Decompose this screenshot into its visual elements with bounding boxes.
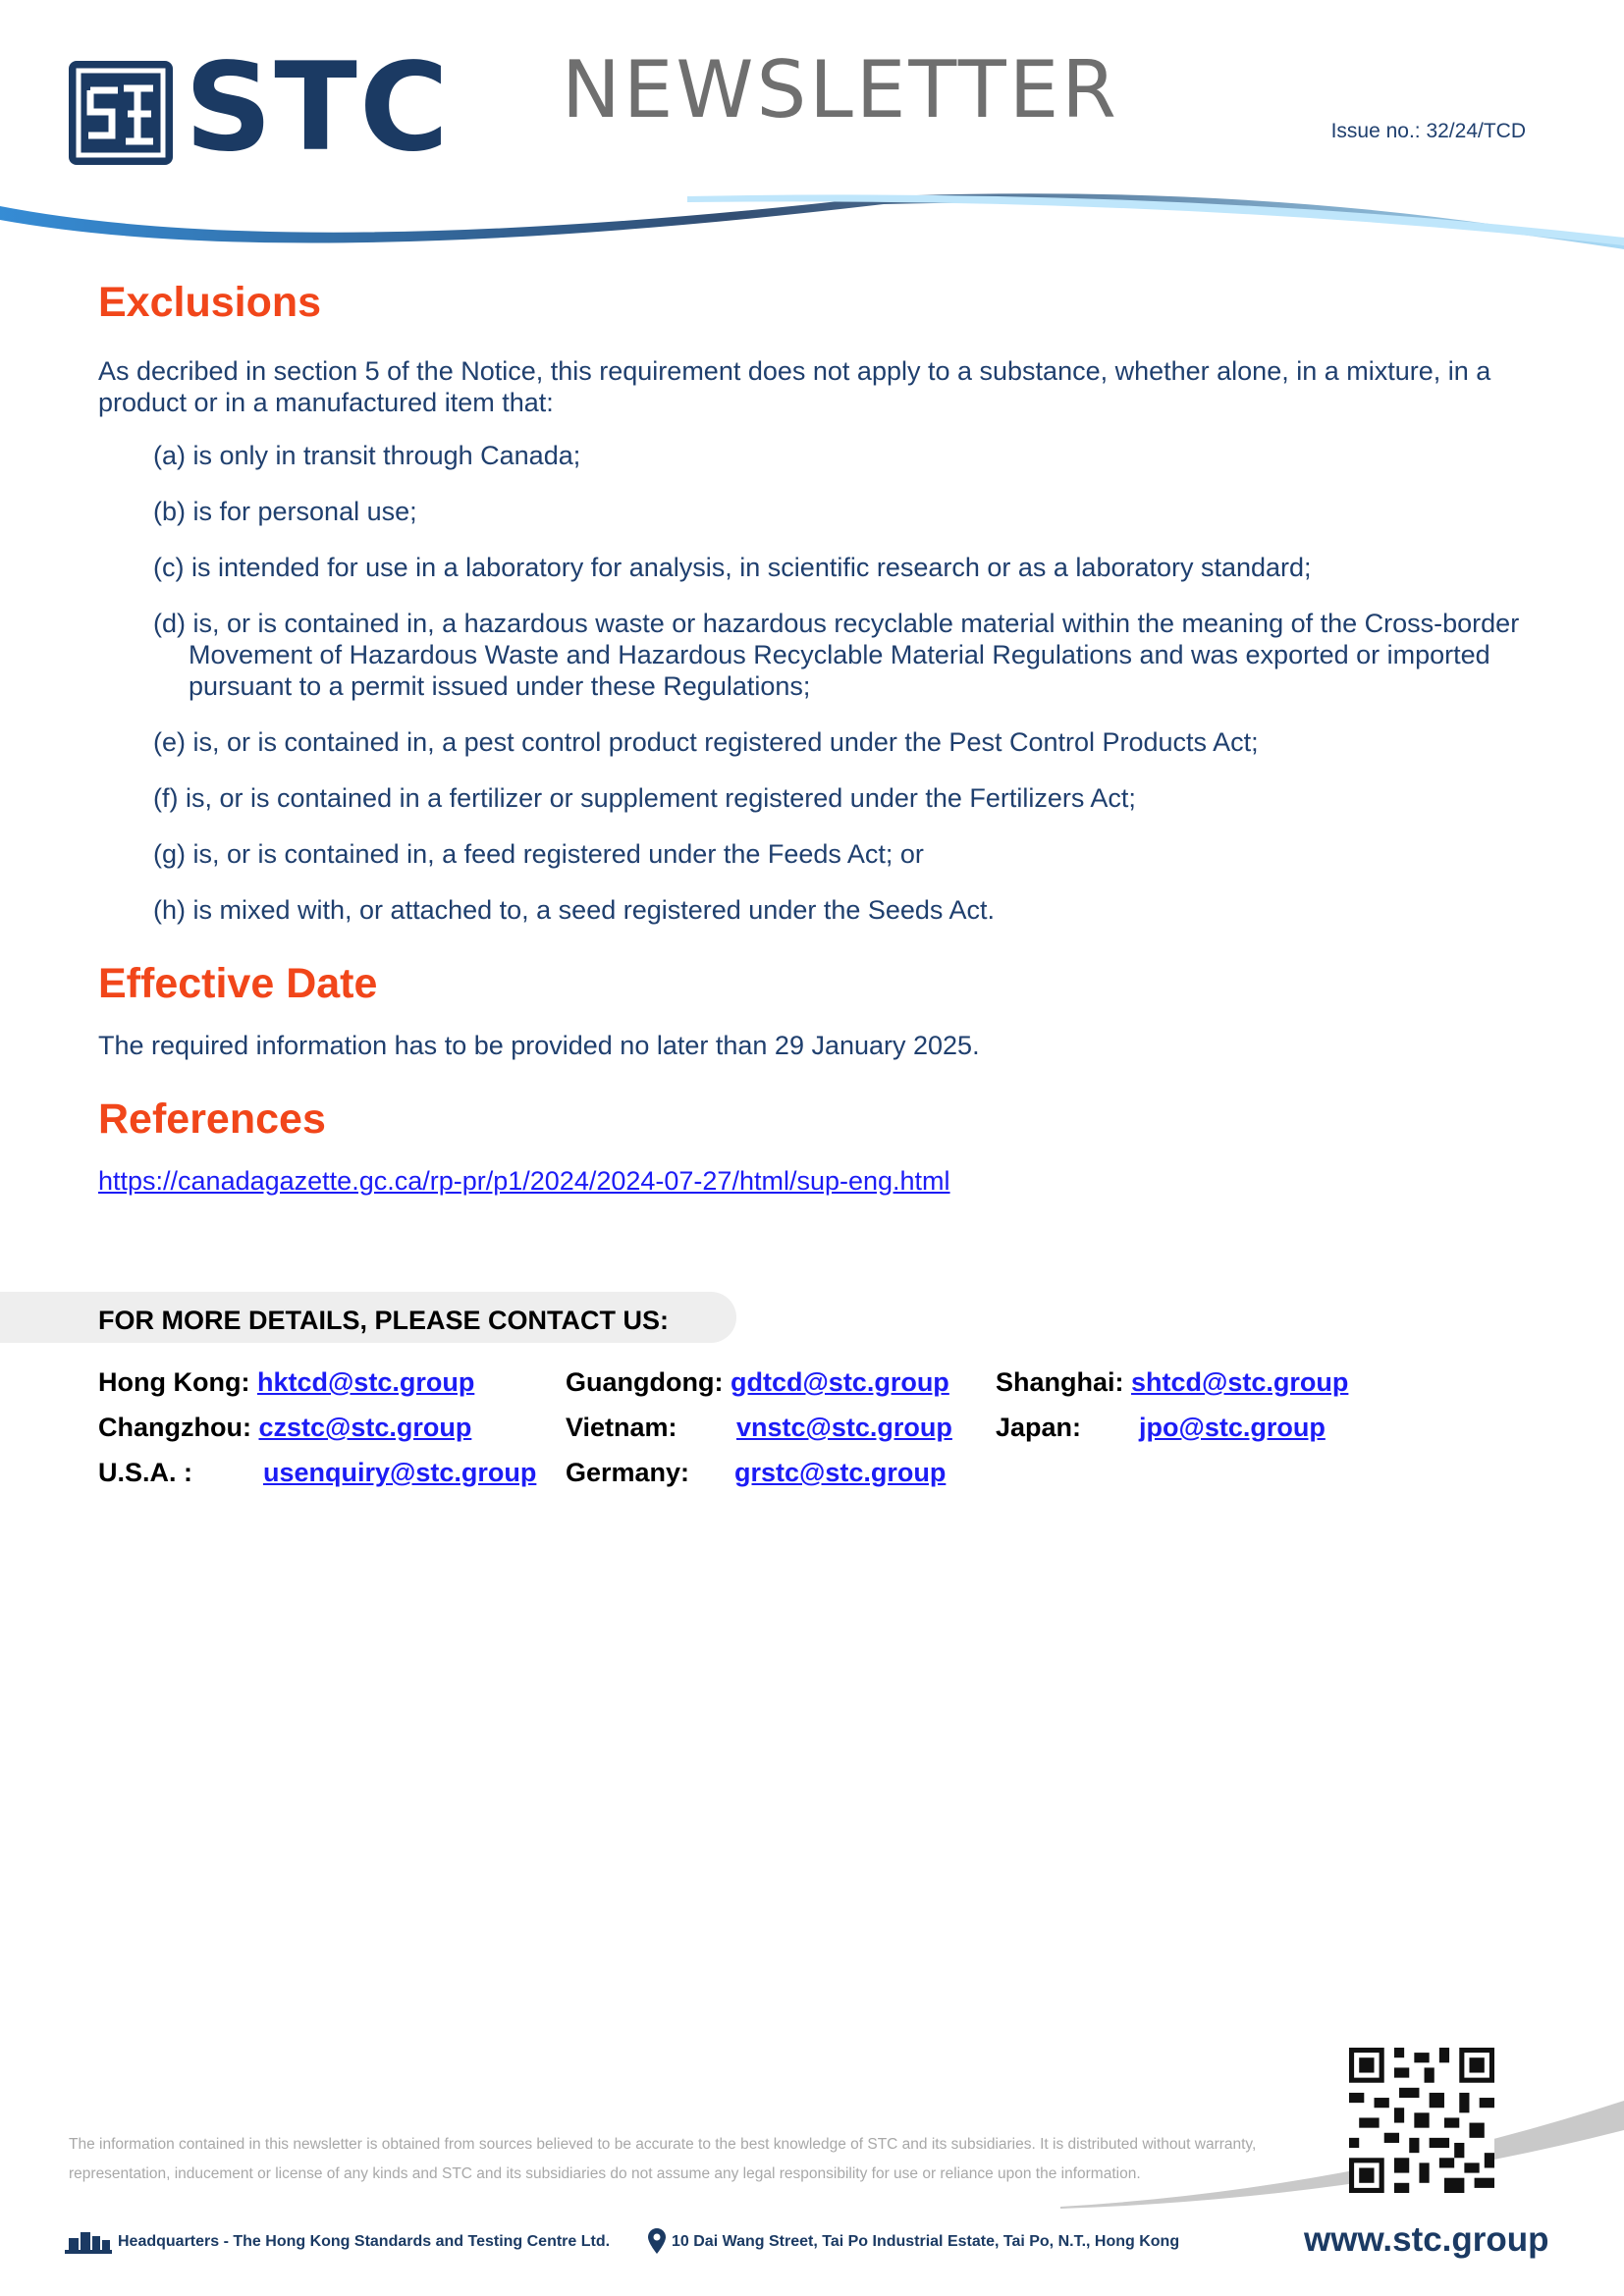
list-item: (c) is intended for use in a laboratory for analysis, in scientific research or as a laboratory standard;	[153, 553, 1312, 583]
email-link-germany[interactable]: grstc@stc.group	[734, 1458, 947, 1487]
contact-germany: Germany:	[566, 1458, 690, 1487]
qr-code-icon[interactable]	[1349, 2048, 1494, 2193]
list-item: (f) is, or is contained in a fertilizer or supplement registered under the Fertilizers Act;	[153, 783, 1136, 814]
email-link-guangdong[interactable]: gdtcd@stc.group	[730, 1367, 949, 1397]
email-link-shanghai[interactable]: shtcd@stc.group	[1131, 1367, 1349, 1397]
address-text: 10 Dai Wang Street, Tai Po Industrial Estate, Tai Po, N.T., Hong Kong	[672, 2233, 1180, 2250]
disclaimer-text: The information contained in this newsletter is obtained from sources believed to be accurate to the best knowledge of STC and its subsidiaries. It is distributed without warranty, representation, inducement or license of any kinds and STC and its subsidiaries do not assume any legal responsibility for use or reliance upon the information.	[69, 2136, 1257, 2182]
contact-hong-kong: Hong Kong: hktcd@stc.group	[98, 1367, 475, 1397]
effective-date-text: The required information has to be provided no later than 29 January 2025.	[98, 1030, 980, 1060]
email-link-changzhou[interactable]: czstc@stc.group	[258, 1413, 472, 1442]
list-item: (g) is, or is contained in, a feed registered under the Feeds Act; or	[153, 839, 924, 870]
stc-emblem-icon	[69, 61, 173, 165]
website-url[interactable]: www.stc.group	[1304, 2220, 1549, 2259]
header-swoosh	[0, 187, 1624, 265]
stc-logo	[69, 37, 461, 179]
logo-wordmark: STC	[185, 37, 451, 179]
main-content	[98, 280, 1532, 1197]
reference-link[interactable]: https://canadagazette.gc.ca/rp-pr/p1/2024/2024-07-27/html/sup-eng.html	[98, 1165, 950, 1196]
exclusions-list	[153, 440, 1532, 926]
contact-vietnam: Vietnam:	[566, 1413, 677, 1442]
list-item: (h) is mixed with, or attached to, a seed registered under the Seeds Act.	[153, 895, 995, 926]
contact-guangdong: Guangdong: gdtcd@stc.group	[566, 1367, 949, 1397]
location-pin-icon	[648, 2228, 666, 2254]
references-title: References	[98, 1095, 326, 1143]
contact-japan: Japan:	[996, 1413, 1082, 1442]
contact-germany-email	[734, 1458, 946, 1488]
email-link-usa[interactable]: usenquiry@stc.group	[263, 1458, 537, 1487]
contact-title: FOR MORE DETAILS, PLEASE CONTACT US:	[98, 1306, 670, 1335]
exclusions-intro: As decribed in section 5 of the Notice, this requirement does not apply to a substance, whether alone, in a mixture, in a product or in a manufactured item that:	[98, 356, 1491, 418]
list-item: (e) is, or is contained in, a pest control product registered under the Pest Control Products Act;	[153, 727, 1259, 758]
list-item: (a) is only in transit through Canada;	[153, 441, 581, 471]
contact-shanghai: Shanghai: shtcd@stc.group	[996, 1367, 1349, 1397]
contact-vietnam-email	[736, 1413, 952, 1443]
list-item: (d) is, or is contained in, a hazardous waste or hazardous recyclable material within the meaning of the Cross-border Movement of Hazardous Waste and Hazardous Recyclable Material Regulations and was exported or imported pursuant to a permit issued under these Regulations;	[153, 609, 1520, 702]
list-item: (b) is for personal use;	[153, 497, 417, 527]
email-link-japan[interactable]: jpo@stc.group	[1139, 1413, 1326, 1442]
headquarters-text: Headquarters - The Hong Kong Standards and Testing Centre Ltd.	[118, 2233, 611, 2250]
email-link-hong-kong[interactable]: hktcd@stc.group	[256, 1367, 475, 1397]
contact-changzhou: Changzhou: czstc@stc.group	[98, 1413, 472, 1442]
contact-usa: U.S.A. :	[98, 1458, 193, 1487]
contact-usa-email	[263, 1458, 536, 1488]
newsletter-title: NEWSLETTER	[562, 44, 1119, 135]
contact-japan-email	[1139, 1413, 1326, 1443]
issue-number: Issue no.: 32/24/TCD	[1330, 120, 1526, 142]
effective-date-title: Effective Date	[98, 960, 378, 1008]
exclusions-title: Exclusions	[98, 279, 322, 326]
building-icon	[65, 2228, 112, 2254]
email-link-vietnam[interactable]: vnstc@stc.group	[736, 1413, 952, 1442]
